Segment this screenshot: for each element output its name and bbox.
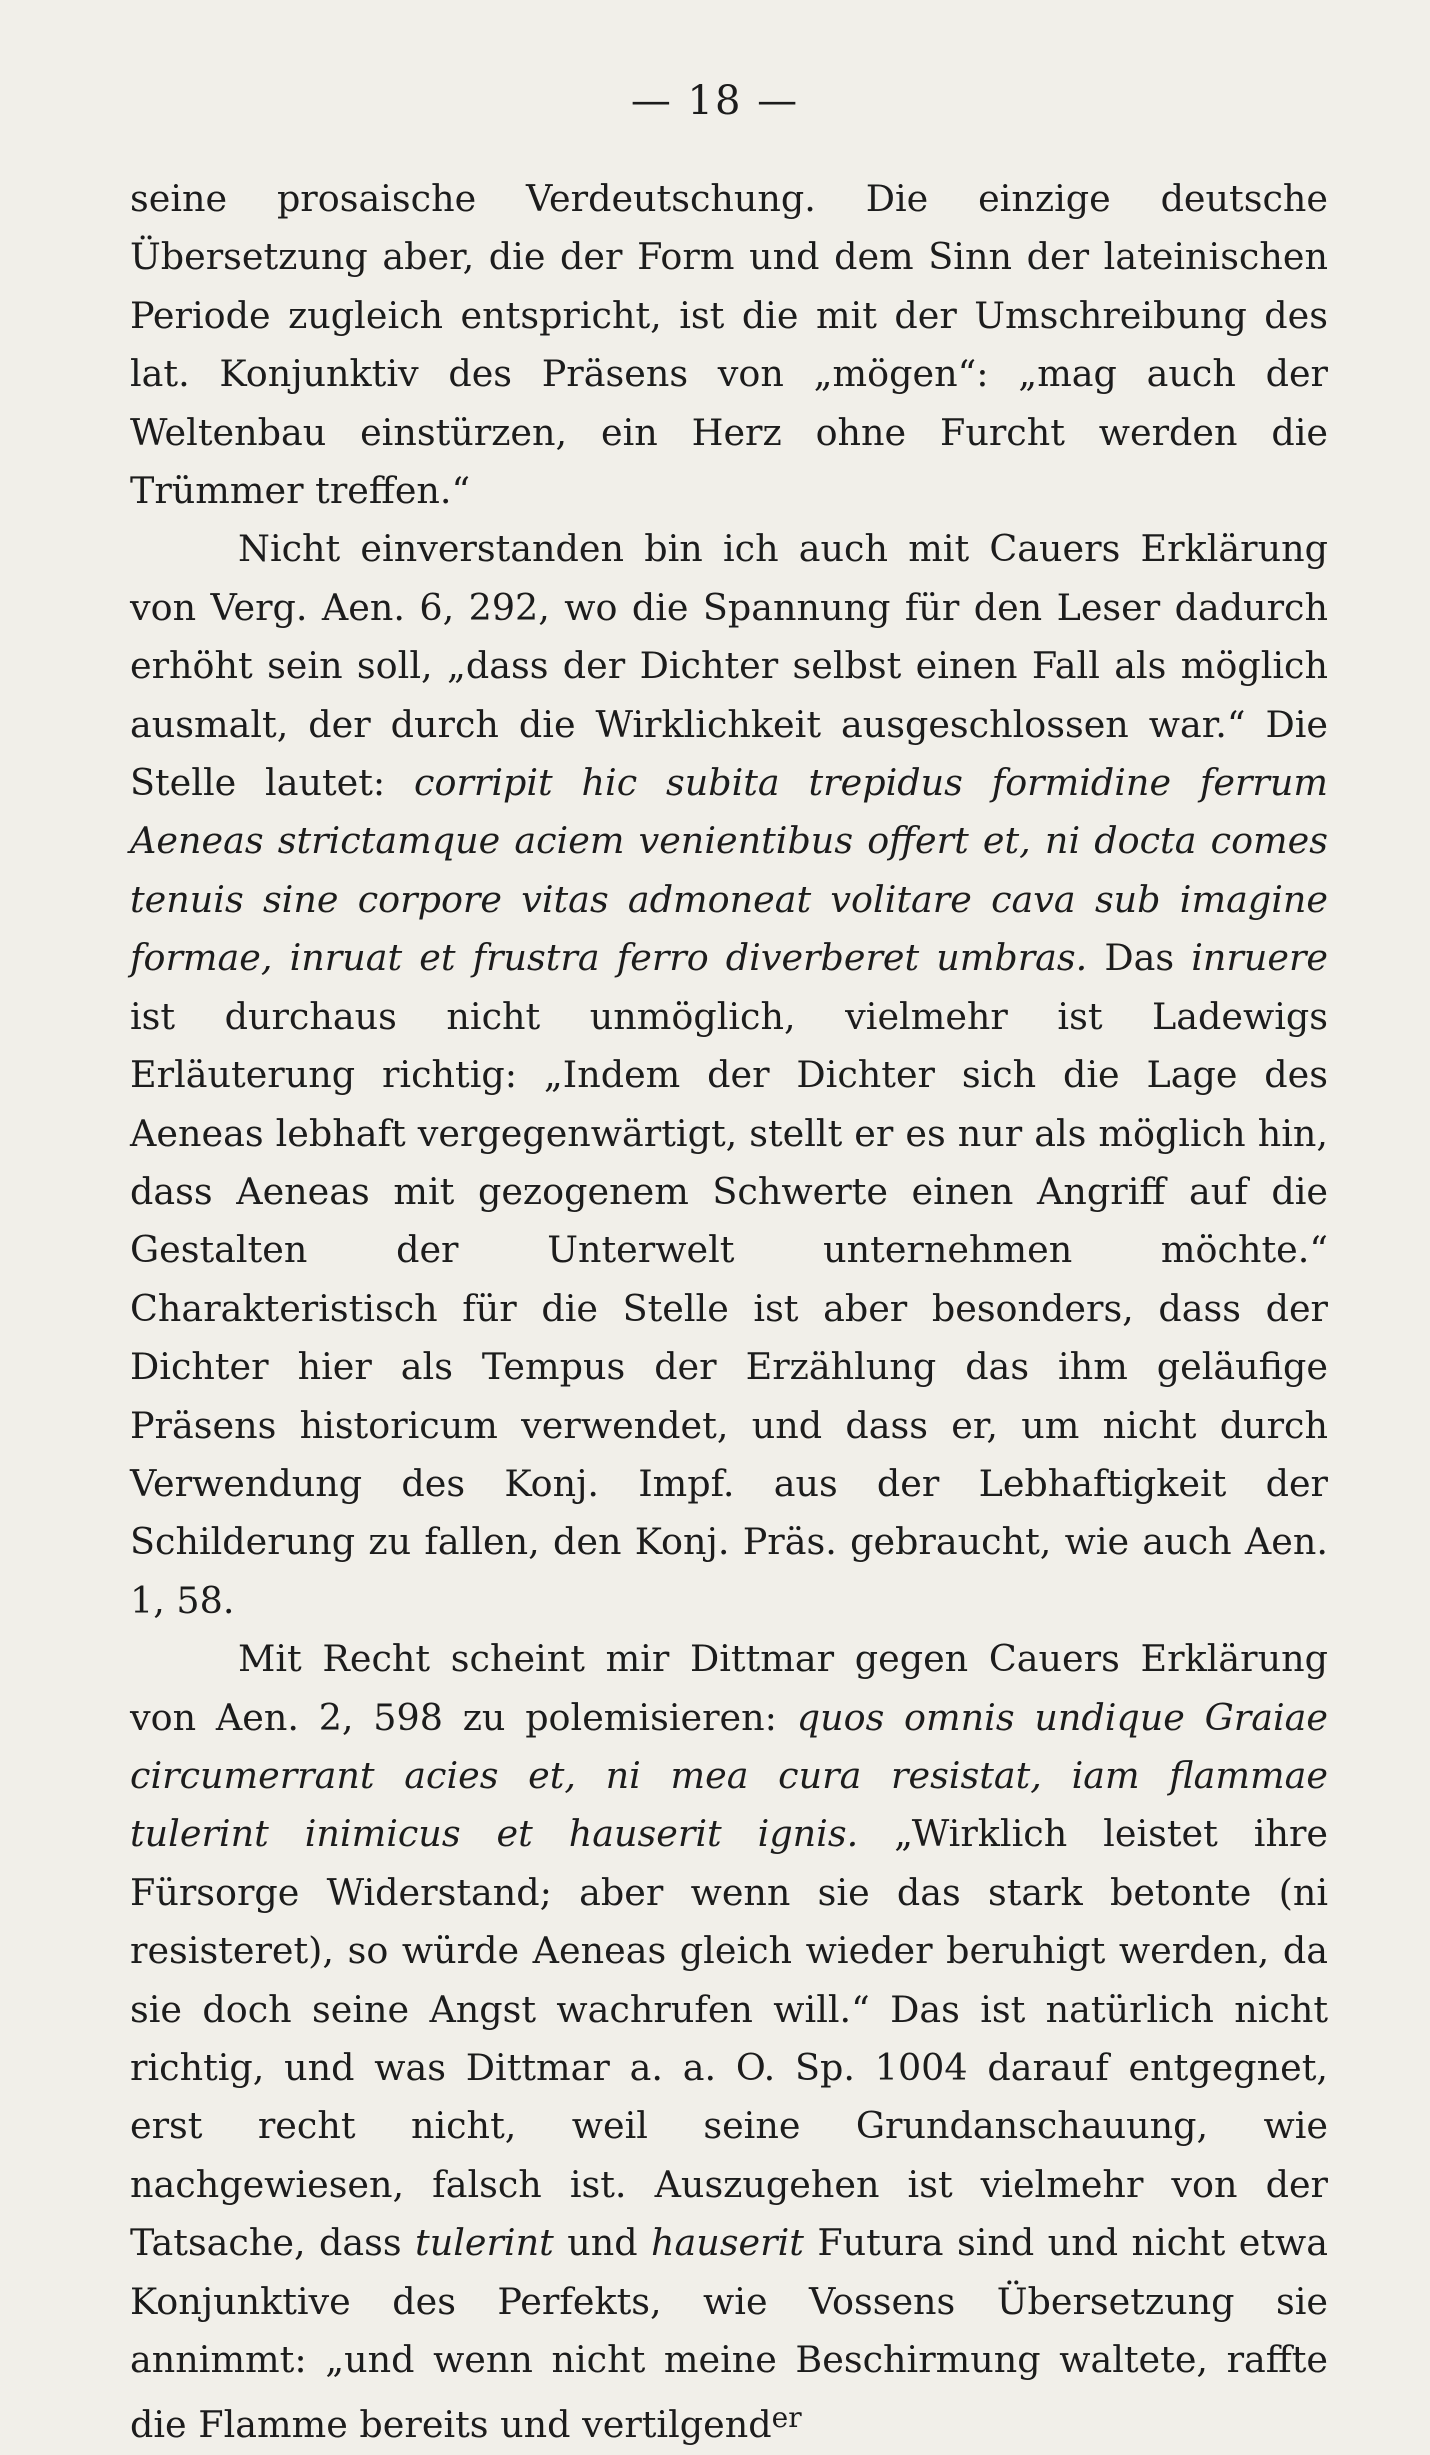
- page-number: — 18 —: [630, 78, 800, 124]
- paragraph-1: [130, 170, 1328, 520]
- paragraph-text: „Wirklich leistet ihre Fürsorge Widerstand; aber wenn sie das stark betonte (ni resisteret), so würde Aeneas gleich wieder beruhigt werden, da sie doch seine Angst wachrufen will.“ Das ist natürlich nicht richtig, und was Dittmar a. a. O. Sp. 1004 darauf entgegnet, erst recht nicht, weil seine Grundanschauung, wie nachgewiesen, falsch ist. Auszugehen ist vielmehr von der Tatsache, dass: [130, 1812, 1328, 2265]
- paragraph-3: [130, 1630, 1328, 2455]
- paragraph-text: seine prosaische Verdeutschung. Die einzige deutsche Übersetzung aber, die der Form und dem Sinn der lateinischen Periode zugleich entspricht, ist die mit der Umschreibung des lat. Konjunktiv des Präsens von „mögen“: „mag auch der Weltenbau einstürzen, ein Herz ohne Furcht werden die Trümmer treffen.“: [130, 177, 1328, 513]
- paragraph-text: Das: [1087, 936, 1192, 980]
- latin-word: tulerint: [415, 2221, 554, 2265]
- latin-word: hauserit: [651, 2221, 804, 2265]
- body-text: [130, 170, 1328, 2455]
- latin-word: inruere: [1191, 936, 1328, 980]
- paragraph-text: ist durchaus nicht unmöglich, vielmehr ist Ladewigs Erläuterung richtig: „Indem der Dichter sich die Lage des Aeneas lebhaft vergegenwärtigt, stellt er es nur als möglich hin, dass Aeneas mit gezogenem Schwerte einen Angriff auf die Gestalten der Unterwelt unternehmen möchte.“ Charakteristisch für die Stelle ist aber besonders, dass der Dichter hier als Tempus der Erzählung das ihm geläufige Präsens historicum verwendet, und dass er, um nicht durch Verwendung des Konj. Impf. aus der Lebhaftigkeit der Schilderung zu fallen, den Konj. Präs. gebraucht, wie auch Aen. 1, 58.: [130, 994, 1328, 1622]
- latin-quotation: quos omnis undique Graiae circumerrant acies et, ni mea cura resistat, iam flammae tulerint inimicus et hauserit ignis.: [130, 1695, 1328, 1856]
- catchword-end: end: [703, 2403, 772, 2447]
- paragraph-text: Mit Recht scheint mir Dittmar gegen Cauers Erklärung von Aen. 2, 598 zu polemisieren:: [130, 1637, 1328, 1739]
- paragraph-text: Nicht einverstanden bin ich auch mit Cauers Erklärung von Verg. Aen. 6, 292, wo die Spannung für den Leser dadurch erhöht sein soll, „dass der Dichter selbst einen Fall als möglich ausmalt, der durch die Wirklichkeit ausgeschlossen war.“ Die Stelle lautet:: [130, 527, 1328, 805]
- catchword: er: [771, 2401, 802, 2435]
- paragraph-text: Futura sind und nicht etwa Konjunktive des Perfekts, wie Vossens Übersetzung sie annimmt: „und wenn nicht meine Beschirmung waltete, raffte die Flamme bereits und vertilg: [130, 2221, 1328, 2447]
- latin-quotation: corripit hic subita trepidus formidine ferrum Aeneas strictamque aciem venientibus offert et, ni docta comes tenuis sine corpore vitas admoneat volitare cava sub imagine formae, inruat et frustra ferro diverberet umbras.: [130, 761, 1328, 980]
- paragraph-2: [130, 520, 1328, 1630]
- paragraph-text: und: [553, 2221, 652, 2265]
